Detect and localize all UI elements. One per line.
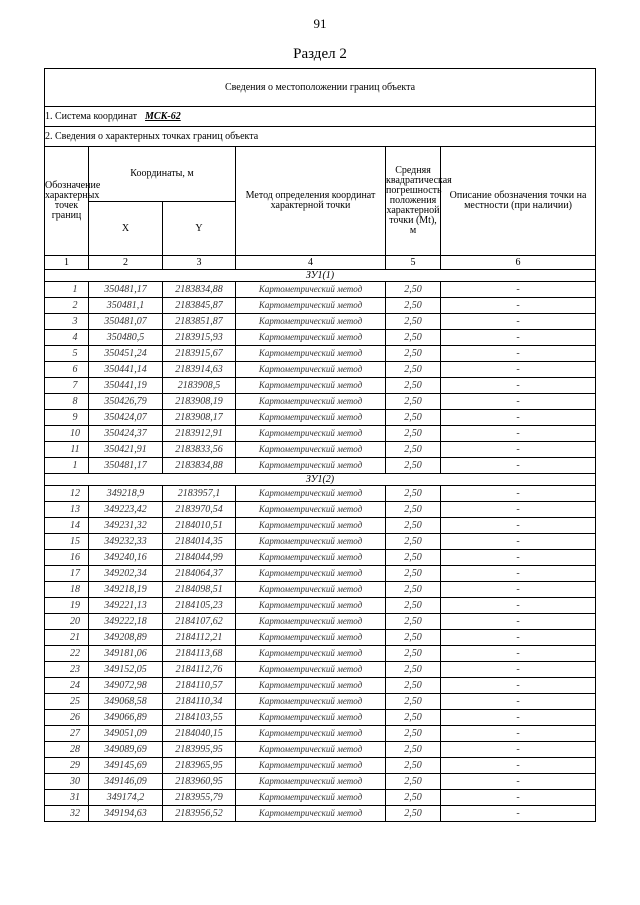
y-coordinate-cell: 2184112,76 bbox=[163, 662, 236, 678]
point-number: 24 bbox=[70, 679, 80, 691]
y-coordinate-cell: 2183908,5 bbox=[163, 378, 236, 394]
point-number: 15 bbox=[70, 535, 80, 547]
description-cell: - bbox=[441, 502, 596, 518]
point-number-cell bbox=[45, 426, 89, 442]
point-number-cell bbox=[45, 598, 89, 614]
method-cell: Картометрический метод bbox=[236, 378, 386, 394]
description-cell: - bbox=[441, 298, 596, 314]
error-cell: 2,50 bbox=[386, 646, 441, 662]
point-number: 23 bbox=[70, 663, 80, 675]
point-number-cell bbox=[45, 790, 89, 806]
description-cell: - bbox=[441, 678, 596, 694]
x-coordinate-cell: 350426,79 bbox=[89, 394, 163, 410]
point-number: 21 bbox=[70, 631, 80, 643]
point-number-cell bbox=[45, 346, 89, 362]
y-coordinate-cell: 2183915,67 bbox=[163, 346, 236, 362]
y-coordinate-cell: 2183955,79 bbox=[163, 790, 236, 806]
column-numbers-row bbox=[45, 256, 596, 270]
method-cell: Картометрический метод bbox=[236, 726, 386, 742]
method-cell: Картометрический метод bbox=[236, 534, 386, 550]
x-coordinate-cell: 349218,9 bbox=[89, 486, 163, 502]
y-coordinate-cell: 2183851,87 bbox=[163, 314, 236, 330]
y-coordinate-cell: 2184040,15 bbox=[163, 726, 236, 742]
caption-row bbox=[45, 69, 596, 107]
description-cell: - bbox=[441, 282, 596, 298]
description-cell: - bbox=[441, 378, 596, 394]
y-coordinate-cell: 2183970,54 bbox=[163, 502, 236, 518]
point-number-cell bbox=[45, 630, 89, 646]
point-number: 29 bbox=[70, 759, 80, 771]
point-number-cell bbox=[45, 742, 89, 758]
x-coordinate-cell: 349221,13 bbox=[89, 598, 163, 614]
column-number: 2 bbox=[89, 256, 163, 270]
x-coordinate-cell: 350424,37 bbox=[89, 426, 163, 442]
x-coordinate-cell: 349174,2 bbox=[89, 790, 163, 806]
error-cell: 2,50 bbox=[386, 630, 441, 646]
x-coordinate-cell: 349066,89 bbox=[89, 710, 163, 726]
table-row bbox=[45, 694, 596, 710]
description-cell: - bbox=[441, 426, 596, 442]
point-number: 4 bbox=[72, 331, 78, 343]
table-row bbox=[45, 630, 596, 646]
point-number: 20 bbox=[70, 615, 80, 627]
point-number: 14 bbox=[70, 519, 80, 531]
point-number-cell bbox=[45, 314, 89, 330]
x-coordinate-cell: 349145,69 bbox=[89, 758, 163, 774]
y-coordinate-cell: 2183834,88 bbox=[163, 458, 236, 474]
table-row bbox=[45, 726, 596, 742]
table-row bbox=[45, 410, 596, 426]
method-cell: Картометрический метод bbox=[236, 630, 386, 646]
y-coordinate-cell: 2184110,57 bbox=[163, 678, 236, 694]
description-cell: - bbox=[441, 614, 596, 630]
point-number: 32 bbox=[70, 807, 80, 819]
error-cell: 2,50 bbox=[386, 346, 441, 362]
method-cell: Картометрический метод bbox=[236, 614, 386, 630]
table-row bbox=[45, 394, 596, 410]
method-cell: Картометрический метод bbox=[236, 774, 386, 790]
table-row bbox=[45, 362, 596, 378]
method-cell: Картометрический метод bbox=[236, 598, 386, 614]
method-cell: Картометрический метод bbox=[236, 790, 386, 806]
y-coordinate-cell: 2183908,17 bbox=[163, 410, 236, 426]
method-cell: Картометрический метод bbox=[236, 806, 386, 822]
method-cell: Картометрический метод bbox=[236, 346, 386, 362]
method-cell: Картометрический метод bbox=[236, 566, 386, 582]
y-coordinate-cell: 2184110,34 bbox=[163, 694, 236, 710]
point-number: 16 bbox=[70, 551, 80, 563]
table-row bbox=[45, 614, 596, 630]
point-number-cell bbox=[45, 806, 89, 822]
point-number: 17 bbox=[70, 567, 80, 579]
method-cell: Картометрический метод bbox=[236, 502, 386, 518]
y-coordinate-cell: 2183995,95 bbox=[163, 742, 236, 758]
y-coordinate-cell: 2184113,68 bbox=[163, 646, 236, 662]
y-coordinate-cell: 2183965,95 bbox=[163, 758, 236, 774]
point-number: 3 bbox=[72, 315, 78, 327]
method-cell: Картометрический метод bbox=[236, 646, 386, 662]
x-coordinate-cell: 349068,58 bbox=[89, 694, 163, 710]
y-coordinate-cell: 2183834,88 bbox=[163, 282, 236, 298]
description-cell: - bbox=[441, 550, 596, 566]
error-cell: 2,50 bbox=[386, 282, 441, 298]
table-row bbox=[45, 518, 596, 534]
point-number-cell bbox=[45, 362, 89, 378]
error-cell: 2,50 bbox=[386, 330, 441, 346]
point-number-cell bbox=[45, 582, 89, 598]
y-coordinate-cell: 2184010,51 bbox=[163, 518, 236, 534]
point-number: 19 bbox=[70, 599, 80, 611]
table-row bbox=[45, 566, 596, 582]
x-coordinate-cell: 350421,91 bbox=[89, 442, 163, 458]
point-number: 11 bbox=[70, 443, 80, 455]
point-number-cell bbox=[45, 394, 89, 410]
description-cell: - bbox=[441, 806, 596, 822]
table-row bbox=[45, 426, 596, 442]
description-cell: - bbox=[441, 710, 596, 726]
y-coordinate-cell: 2183914,63 bbox=[163, 362, 236, 378]
error-cell: 2,50 bbox=[386, 410, 441, 426]
point-number: 9 bbox=[72, 411, 78, 423]
method-cell: Картометрический метод bbox=[236, 550, 386, 566]
x-coordinate-cell: 349218,19 bbox=[89, 582, 163, 598]
description-cell: - bbox=[441, 566, 596, 582]
zone-name: ЗУ1(2) bbox=[45, 474, 596, 486]
point-number: 7 bbox=[72, 379, 78, 391]
method-cell: Картометрический метод bbox=[236, 582, 386, 598]
y-coordinate-cell: 2183957,1 bbox=[163, 486, 236, 502]
table-body bbox=[45, 69, 596, 822]
point-number: 6 bbox=[72, 363, 78, 375]
y-coordinate-cell: 2184107,62 bbox=[163, 614, 236, 630]
error-cell: 2,50 bbox=[386, 426, 441, 442]
header-row-1 bbox=[45, 147, 596, 202]
x-coordinate-cell: 350481,1 bbox=[89, 298, 163, 314]
y-coordinate-cell: 2183833,56 bbox=[163, 442, 236, 458]
points-info-row bbox=[45, 127, 596, 147]
y-coordinate-cell: 2184098,51 bbox=[163, 582, 236, 598]
point-number-cell bbox=[45, 566, 89, 582]
error-cell: 2,50 bbox=[386, 458, 441, 474]
x-coordinate-cell: 350424,07 bbox=[89, 410, 163, 426]
y-coordinate-cell: 2184044,99 bbox=[163, 550, 236, 566]
point-number-cell bbox=[45, 486, 89, 502]
point-number: 18 bbox=[70, 583, 80, 595]
error-cell: 2,50 bbox=[386, 614, 441, 630]
point-number-cell bbox=[45, 710, 89, 726]
table-row bbox=[45, 550, 596, 566]
section-title: Раздел 2 bbox=[293, 46, 347, 62]
error-cell: 2,50 bbox=[386, 742, 441, 758]
x-coordinate-cell: 350481,07 bbox=[89, 314, 163, 330]
point-number: 8 bbox=[72, 395, 78, 407]
table-row bbox=[45, 806, 596, 822]
y-coordinate-cell: 2183960,95 bbox=[163, 774, 236, 790]
point-number: 30 bbox=[70, 775, 80, 787]
x-coordinate-cell: 349146,09 bbox=[89, 774, 163, 790]
description-cell: - bbox=[441, 410, 596, 426]
error-cell: 2,50 bbox=[386, 442, 441, 458]
point-number: 22 bbox=[70, 647, 80, 659]
y-coordinate-cell: 2184014,35 bbox=[163, 534, 236, 550]
method-cell: Картометрический метод bbox=[236, 486, 386, 502]
description-cell: - bbox=[441, 662, 596, 678]
method-cell: Картометрический метод bbox=[236, 694, 386, 710]
point-number: 1 bbox=[72, 283, 78, 295]
error-cell: 2,50 bbox=[386, 758, 441, 774]
point-number-cell bbox=[45, 298, 89, 314]
description-cell: - bbox=[441, 394, 596, 410]
error-cell: 2,50 bbox=[386, 598, 441, 614]
point-number-cell bbox=[45, 378, 89, 394]
header-point-designation: Обозначение характерных точек границ bbox=[45, 147, 89, 256]
x-coordinate-cell: 350480,5 bbox=[89, 330, 163, 346]
table-row bbox=[45, 458, 596, 474]
error-cell: 2,50 bbox=[386, 582, 441, 598]
method-cell: Картометрический метод bbox=[236, 394, 386, 410]
table-row bbox=[45, 742, 596, 758]
point-number: 12 bbox=[70, 487, 80, 499]
header-y: Y bbox=[163, 202, 236, 256]
column-number: 3 bbox=[163, 256, 236, 270]
description-cell: - bbox=[441, 486, 596, 502]
header-x: X bbox=[89, 202, 163, 256]
point-number-cell bbox=[45, 502, 89, 518]
point-number-cell bbox=[45, 534, 89, 550]
description-cell: - bbox=[441, 518, 596, 534]
x-coordinate-cell: 349152,05 bbox=[89, 662, 163, 678]
table-row bbox=[45, 774, 596, 790]
x-coordinate-cell: 349208,89 bbox=[89, 630, 163, 646]
point-number-cell bbox=[45, 614, 89, 630]
point-number: 13 bbox=[70, 503, 80, 515]
x-coordinate-cell: 349194,63 bbox=[89, 806, 163, 822]
description-cell: - bbox=[441, 742, 596, 758]
description-cell: - bbox=[441, 774, 596, 790]
description-cell: - bbox=[441, 726, 596, 742]
x-coordinate-cell: 349089,69 bbox=[89, 742, 163, 758]
table-row bbox=[45, 790, 596, 806]
error-cell: 2,50 bbox=[386, 518, 441, 534]
error-cell: 2,50 bbox=[386, 726, 441, 742]
x-coordinate-cell: 349202,34 bbox=[89, 566, 163, 582]
table-row bbox=[45, 678, 596, 694]
point-number-cell bbox=[45, 758, 89, 774]
description-cell: - bbox=[441, 442, 596, 458]
point-number-cell bbox=[45, 694, 89, 710]
header-error: Средняя квадратическая погрешность положения характерной точки (Mt), м bbox=[386, 147, 441, 256]
error-cell: 2,50 bbox=[386, 394, 441, 410]
table-row bbox=[45, 346, 596, 362]
error-cell: 2,50 bbox=[386, 314, 441, 330]
table-row bbox=[45, 298, 596, 314]
method-cell: Картометрический метод bbox=[236, 442, 386, 458]
error-cell: 2,50 bbox=[386, 362, 441, 378]
table-row bbox=[45, 378, 596, 394]
description-cell: - bbox=[441, 362, 596, 378]
method-cell: Картометрический метод bbox=[236, 710, 386, 726]
table-row bbox=[45, 758, 596, 774]
coordinate-system-value: МСК-62 bbox=[145, 110, 181, 122]
point-number-cell bbox=[45, 726, 89, 742]
coordinate-system-cell bbox=[45, 107, 596, 127]
point-number: 28 bbox=[70, 743, 80, 755]
x-coordinate-cell: 350451,24 bbox=[89, 346, 163, 362]
method-cell: Картометрический метод bbox=[236, 518, 386, 534]
method-cell: Картометрический метод bbox=[236, 458, 386, 474]
header-description: Описание обозначения точки на местности (при наличии) bbox=[441, 147, 596, 256]
y-coordinate-cell: 2183915,93 bbox=[163, 330, 236, 346]
error-cell: 2,50 bbox=[386, 774, 441, 790]
error-cell: 2,50 bbox=[386, 378, 441, 394]
description-cell: - bbox=[441, 534, 596, 550]
error-cell: 2,50 bbox=[386, 566, 441, 582]
zone-name: ЗУ1(1) bbox=[45, 270, 596, 282]
table-row bbox=[45, 582, 596, 598]
method-cell: Картометрический метод bbox=[236, 742, 386, 758]
error-cell: 2,50 bbox=[386, 710, 441, 726]
description-cell: - bbox=[441, 646, 596, 662]
table-row bbox=[45, 282, 596, 298]
table-caption: Сведения о местоположении границ объекта bbox=[45, 69, 596, 107]
coordinate-system-label: 1. Система координат bbox=[45, 110, 138, 122]
x-coordinate-cell: 349072,98 bbox=[89, 678, 163, 694]
header-coordinates: Координаты, м bbox=[89, 147, 236, 202]
description-cell: - bbox=[441, 598, 596, 614]
method-cell: Картометрический метод bbox=[236, 410, 386, 426]
description-cell: - bbox=[441, 758, 596, 774]
point-number-cell bbox=[45, 442, 89, 458]
column-number: 4 bbox=[236, 256, 386, 270]
x-coordinate-cell: 350481,17 bbox=[89, 282, 163, 298]
page-number: 91 bbox=[313, 16, 327, 31]
description-cell: - bbox=[441, 330, 596, 346]
error-cell: 2,50 bbox=[386, 694, 441, 710]
point-number-cell bbox=[45, 518, 89, 534]
point-number: 25 bbox=[70, 695, 80, 707]
description-cell: - bbox=[441, 582, 596, 598]
x-coordinate-cell: 350441,19 bbox=[89, 378, 163, 394]
point-number-cell bbox=[45, 410, 89, 426]
points-info-label: 2. Сведения о характерных точках границ объекта bbox=[45, 127, 596, 147]
coordinate-system-row bbox=[45, 107, 596, 127]
column-number: 1 bbox=[45, 256, 89, 270]
table-row bbox=[45, 710, 596, 726]
point-number: 27 bbox=[70, 727, 80, 739]
y-coordinate-cell: 2184112,21 bbox=[163, 630, 236, 646]
zone-header-row bbox=[45, 474, 596, 486]
y-coordinate-cell: 2184064,37 bbox=[163, 566, 236, 582]
method-cell: Картометрический метод bbox=[236, 314, 386, 330]
boundary-table bbox=[44, 68, 596, 822]
point-number-cell bbox=[45, 774, 89, 790]
table-row bbox=[45, 534, 596, 550]
y-coordinate-cell: 2183908,19 bbox=[163, 394, 236, 410]
description-cell: - bbox=[441, 694, 596, 710]
error-cell: 2,50 bbox=[386, 486, 441, 502]
point-number-cell bbox=[45, 550, 89, 566]
y-coordinate-cell: 2183912,91 bbox=[163, 426, 236, 442]
x-coordinate-cell: 349240,16 bbox=[89, 550, 163, 566]
error-cell: 2,50 bbox=[386, 662, 441, 678]
point-number: 31 bbox=[70, 791, 80, 803]
x-coordinate-cell: 350441,14 bbox=[89, 362, 163, 378]
method-cell: Картометрический метод bbox=[236, 362, 386, 378]
method-cell: Картометрический метод bbox=[236, 662, 386, 678]
method-cell: Картометрический метод bbox=[236, 298, 386, 314]
table-row bbox=[45, 662, 596, 678]
point-number-cell bbox=[45, 330, 89, 346]
x-coordinate-cell: 349222,18 bbox=[89, 614, 163, 630]
method-cell: Картометрический метод bbox=[236, 758, 386, 774]
table-row bbox=[45, 314, 596, 330]
description-cell: - bbox=[441, 790, 596, 806]
table-row bbox=[45, 442, 596, 458]
error-cell: 2,50 bbox=[386, 550, 441, 566]
error-cell: 2,50 bbox=[386, 502, 441, 518]
point-number-cell bbox=[45, 458, 89, 474]
table-row bbox=[45, 598, 596, 614]
x-coordinate-cell: 349181,06 bbox=[89, 646, 163, 662]
y-coordinate-cell: 2183956,52 bbox=[163, 806, 236, 822]
method-cell: Картометрический метод bbox=[236, 282, 386, 298]
zone-header-row bbox=[45, 270, 596, 282]
method-cell: Картометрический метод bbox=[236, 330, 386, 346]
table-row bbox=[45, 330, 596, 346]
description-cell: - bbox=[441, 458, 596, 474]
table-row bbox=[45, 502, 596, 518]
error-cell: 2,50 bbox=[386, 534, 441, 550]
point-number-cell bbox=[45, 678, 89, 694]
description-cell: - bbox=[441, 630, 596, 646]
point-number: 1 bbox=[72, 459, 78, 471]
point-number: 5 bbox=[72, 347, 78, 359]
table-row bbox=[45, 486, 596, 502]
point-number-cell bbox=[45, 662, 89, 678]
table-row bbox=[45, 646, 596, 662]
point-number: 10 bbox=[70, 427, 80, 439]
point-number: 26 bbox=[70, 711, 80, 723]
y-coordinate-cell: 2184105,23 bbox=[163, 598, 236, 614]
method-cell: Картометрический метод bbox=[236, 426, 386, 442]
y-coordinate-cell: 2184103,55 bbox=[163, 710, 236, 726]
point-number: 2 bbox=[72, 299, 78, 311]
column-number: 6 bbox=[441, 256, 596, 270]
point-number-cell bbox=[45, 646, 89, 662]
error-cell: 2,50 bbox=[386, 678, 441, 694]
description-cell: - bbox=[441, 314, 596, 330]
header-method: Метод определения координат характерной точки bbox=[236, 147, 386, 256]
error-cell: 2,50 bbox=[386, 790, 441, 806]
column-number: 5 bbox=[386, 256, 441, 270]
x-coordinate-cell: 349223,42 bbox=[89, 502, 163, 518]
description-cell: - bbox=[441, 346, 596, 362]
error-cell: 2,50 bbox=[386, 806, 441, 822]
error-cell: 2,50 bbox=[386, 298, 441, 314]
y-coordinate-cell: 2183845,87 bbox=[163, 298, 236, 314]
x-coordinate-cell: 349231,32 bbox=[89, 518, 163, 534]
x-coordinate-cell: 350481,17 bbox=[89, 458, 163, 474]
point-number-cell bbox=[45, 282, 89, 298]
x-coordinate-cell: 349051,09 bbox=[89, 726, 163, 742]
x-coordinate-cell: 349232,33 bbox=[89, 534, 163, 550]
method-cell: Картометрический метод bbox=[236, 678, 386, 694]
